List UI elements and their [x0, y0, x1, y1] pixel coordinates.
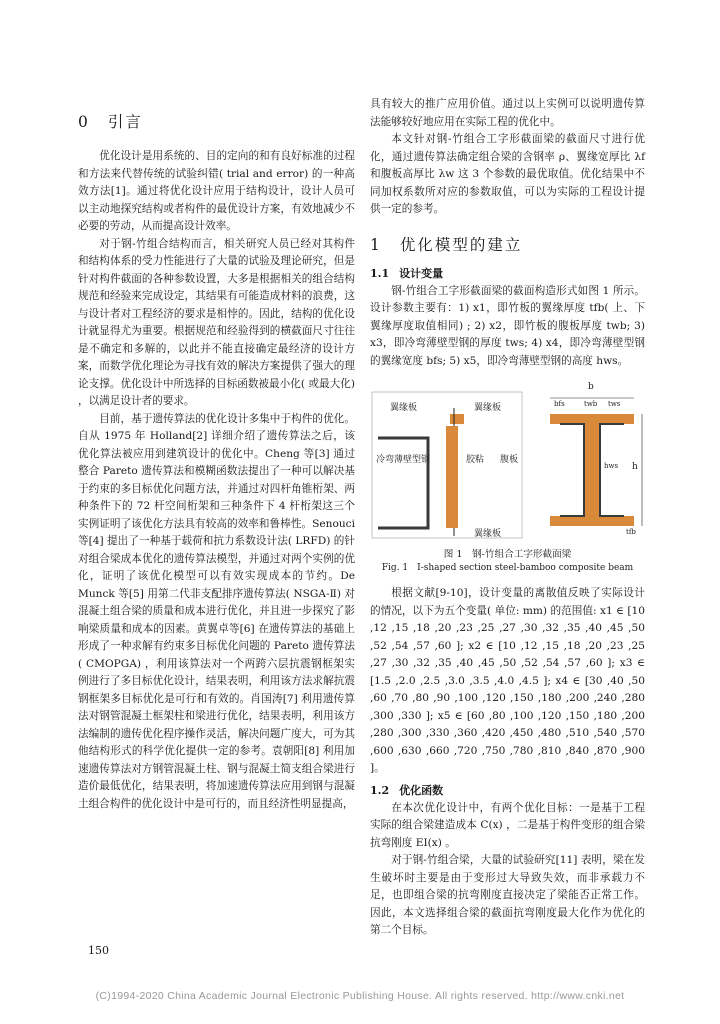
- paragraph: 根据文献[9-10]，设计变量的离散值反映了实际设计的情况，以下为五个变量( 单位: mm) 的范围值: x1 ∈ [10 ,12 ,15 ,18 ,20 ,23 ,25 ,27 ,30 ,32 ,35 ,40 ,45 ,50 ,52 ,54 ,57 ,60 ]; x2 ∈ [10 ,12 ,15 ,18 ,20 ,23 ,25 ,27 ,30 ,32 ,35 ,40 ,45 ,50 ,52 ,54 ,57 ,60 ]; x3 ∈ [1.5 ,2.0 ,2.5 ,3.0 ,3.5 ,4.0 ,4.5 ]; x4 ∈ [30 ,40 ,50 ,60 ,70 ,80 ,90 ,100 ,120 ,150 ,180 ,200 ,240 ,280 ,300 ,330 ]; x5 ∈ [60 ,80 ,100 ,120 ,150 ,180 ,200 ,280 ,300 ,330 ,360 ,420 ,450 ,480 ,510 ,540 ,570 ,600 ,630 ,660 ,720 ,750 ,780 ,810 ,840 ,870 ,900 ]。: [370, 587, 645, 774]
- paragraph: 本文针对钢-竹组合工字形截面梁的截面尺寸进行优化，通过遗传算法确定组合梁的含钢率 ρ、翼缘宽厚比 λf 和腹板高厚比 λw 这 3 个参数的最优取值。优化结果中不同加权系数所对应的参数取值，可以为实际的工程设计提供一定的参考。: [370, 133, 645, 215]
- paragraph: 钢-竹组合工字形截面梁的截面构造形式如图 1 所示。设计参数主要有：1) x1，即竹板的翼缘厚度 tfb( 上、下翼缘厚度取值相同) ; 2) x2，即竹板的腹板厚度 twb; 3) x3，即冷弯薄壁型钢的厚度 tws; 4) x4，即冷弯薄壁型钢的翼缘宽度 bfs; 5) x5，即冷弯薄壁型钢的高度 hws。: [370, 284, 645, 367]
- figure-caption-en: Fig. 1 I-shaped section steel-bamboo composite beam: [381, 563, 634, 573]
- subsection-number: 1.1: [370, 266, 390, 280]
- section-title: 优化模型的建立: [399, 235, 523, 254]
- web-bamboo-left: [446, 426, 458, 528]
- label-flange-board-3: 翼缘板: [474, 529, 502, 539]
- copyright-footer: (C)1994-2020 China Academic Journal Electronic Publishing House. All rights reserved. http://www.cnki.net: [95, 990, 625, 1002]
- dim-bfs: bfs: [554, 400, 565, 408]
- dim-tfb: tfb: [626, 528, 636, 536]
- subsection-title: 设计变量: [399, 266, 444, 280]
- section-title: 引言: [107, 113, 143, 131]
- dim-tws: tws: [608, 400, 621, 408]
- figure-1: [370, 378, 645, 543]
- paragraph: 具有较大的推广应用价值。通过以上实例可以说明遗传算法能够较好地应用在实际工程的优化中。: [370, 98, 645, 128]
- section-number: 1: [370, 235, 382, 254]
- subsection-title: 优化函数: [399, 783, 444, 797]
- paragraph: 对于钢-竹组合梁，大量的试验研究[11] 表明，梁在发生破坏时主要是由于变形过大导致失效，而非承载力不足，也即组合梁的抗弯刚度直接决定了梁能否正常工作。因此，本文选择组合梁的截面抗弯刚度最大化作为优化的第二个目标。: [370, 854, 645, 936]
- section-heading-introduction: [78, 110, 355, 132]
- section-number: 0: [78, 113, 90, 131]
- dim-twb: twb: [584, 400, 598, 408]
- subsection-number: 1.2: [370, 783, 390, 797]
- label-glue: 胶粘: [466, 455, 485, 465]
- dim-h: h: [632, 462, 638, 472]
- steel-channel-assembled-left: [560, 424, 584, 516]
- top-flange-bamboo: [450, 414, 464, 424]
- left-column: [78, 100, 355, 813]
- dim-hws: hws: [604, 462, 619, 470]
- label-flange-board: 翼缘板: [390, 403, 418, 413]
- label-web-board: 腹板: [500, 455, 519, 465]
- web-assembled: [584, 424, 600, 516]
- paragraph: 对于钢-竹组合结构而言，相关研究人员已经对其构件和结构体系的受力性能进行了大量的试验及理论研究，但是针对构件截面的各种参数设置，大多是根据相关的组合结构规范和经验来完成设定，其结果有可能造成材料的浪费，这与设计者对工程经济的要求是相悖的。因此，结构的优化设计就显得尤为重要。根据规范和经验得到的横截面尺寸往往是不确定和多解的，以此并不能直接确定最经济的设计方案，而数学优化理论为寻找有效的解决方案提供了强大的理论支撑。优化设计中所选择的目标函数被最小化( 或最大化) ，以满足设计者的要求。: [78, 237, 355, 407]
- top-flange-assembled: [550, 414, 634, 424]
- paragraph: 在本次优化设计中，有两个优化目标：一是基于工程实际的组合梁建造成本 C(x) ，二是基于构件变形的组合梁抗弯刚度 EI(x) 。: [370, 801, 645, 849]
- paragraph: 优化设计是用系统的、目的定向的和有良好标准的过程和方法来代替传统的试验纠错( trial and error) 的一种高效方法[1]。通过将优化设计应用于结构设计，设计人员可以主动地探究结构或者构件的最优设计方案，有效地减少不必要的劳动，从而提高设计效率。: [78, 150, 355, 232]
- right-column: [370, 96, 645, 940]
- section-heading-model: [370, 233, 645, 255]
- subsection-heading-functions: [370, 782, 645, 798]
- page-number: 150: [88, 944, 109, 957]
- bottom-flange-assembled: [550, 516, 634, 526]
- label-flange-board-2: 翼缘板: [474, 403, 502, 413]
- subsection-heading-variables: [370, 265, 645, 281]
- steel-channel-assembled-right: [600, 424, 624, 516]
- label-cold-formed-steel: 冷弯薄壁型钢: [376, 455, 431, 465]
- figure-caption-cn: 图 1 钢-竹组合工字形截面梁: [443, 549, 572, 560]
- paragraph: 目前，基于遗传算法的优化设计多集中于构件的优化。自从 1975 年 Holland[2] 详细介绍了遗传算法之后，该优化算法被应用到建筑设计的优化中。Cheng 等[3] 通过整合 Pareto 遗传算法和模糊函数法提出了一种可以解决基于约束的多目标优化问题方法，并通过对四杆角锥桁架、两种条件下的 72 杆空间桁架和三种条件下 4 杆桁架这三个实例证明了该优化方法具有较高的效率和鲁棒性。Senouci 等[4] 提出了一种基于载荷和抗力系数设计法( LRFD) 的针对组合梁成本优化的遗传算法模型，并通过对两个实例的优化，证明了该优化模型可以有效实现成本的节约。De Munck 等[5] 用第二代非支配排序遗传算法( NSGA-Ⅱ) 对混凝土组合梁的质量和成本进行优化，并且进一步探究了影响梁质量和成本的因素。黄翼卓等[6] 在遗传算法的基础上形成了一种求解有约束多目标优化问题的 Pareto 遗传算法( CMOPGA) ，利用该算法对一个两跨六层抗震钢框架实例进行了多目标优化设计，结果表明，利用该方法求解抗震钢框架多目标优化是可行和有效的。肖国涛[7] 利用遗传算法对钢管混凝土框架柱和梁进行优化，结果表明，利用该方法编制的遗传优化程序操作灵活，解决问题广度大，可为其他结构形式的科学优化提供一定的参考。袁朝阳[8] 利用加速遗传算法对方钢管混凝土柱、钢与混凝土简支组合梁进行造价最低优化，结果表明，将加速遗传算法应用到钢与混凝土组合构件的优化设计中是可行的，而且经济性明显提高，: [78, 412, 355, 810]
- dim-b: b: [588, 382, 594, 392]
